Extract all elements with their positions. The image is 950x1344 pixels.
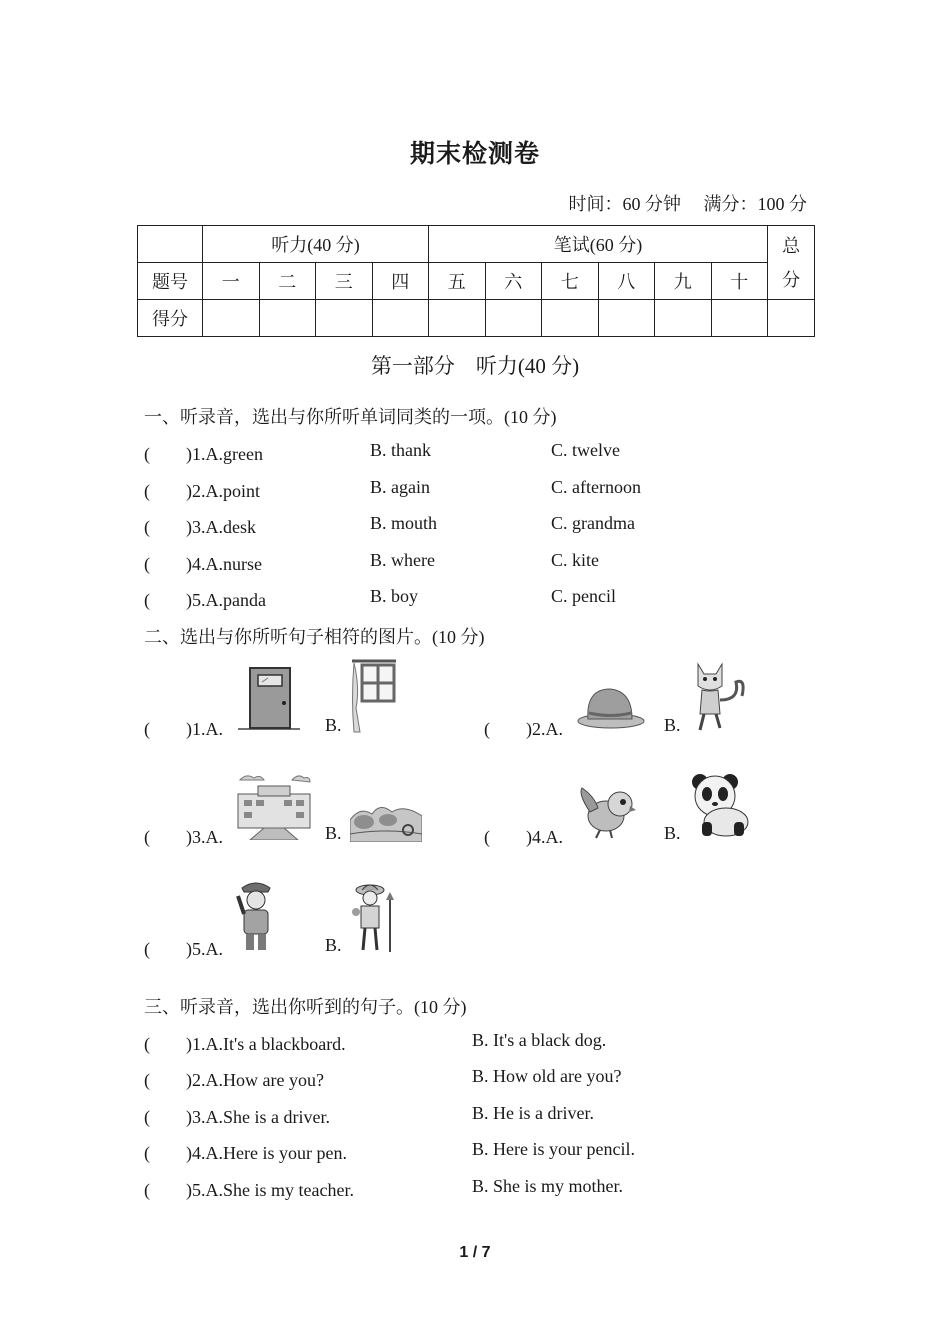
section3-heading: 三、听录音，选出你听到的句子。(10 分) (144, 997, 467, 1017)
listening-header: 听力(40 分) (203, 226, 429, 263)
row-label-number: 题号 (138, 263, 203, 300)
score-cell[interactable] (485, 300, 542, 337)
score-cell[interactable] (711, 300, 768, 337)
question-number: 五 (429, 263, 486, 300)
page-title: 期末检测卷 (409, 141, 540, 168)
question-option-a: ( )1.A.It's a blackboard. (144, 1034, 346, 1054)
park-picture (350, 800, 422, 842)
option-c: C. pencil (551, 586, 616, 606)
question-number: 十 (711, 263, 768, 300)
full-score: 满分：100 分 (703, 194, 807, 214)
score-cell[interactable] (429, 300, 486, 337)
question-option-a: ( )4.A.nurse (144, 554, 262, 574)
exam-meta (551, 190, 808, 216)
part1-title: 第一部分 听力(40 分) (370, 354, 580, 378)
option-b: B. Here is your pencil. (472, 1139, 635, 1159)
option-b: B. where (370, 550, 435, 570)
score-cell-total[interactable] (768, 300, 815, 337)
question-label: ( )4.A. (484, 827, 563, 847)
option-b: B. boy (370, 586, 419, 606)
option-b-label: B. (664, 823, 681, 843)
total-header-2: 分 (782, 269, 801, 290)
question-label: ( )3.A. (144, 827, 223, 847)
option-c: C. grandma (551, 513, 635, 533)
score-table (137, 225, 815, 337)
option-b: B. It's a black dog. (472, 1030, 607, 1050)
question-number: 七 (542, 263, 599, 300)
question-number: 三 (316, 263, 373, 300)
cat-picture (690, 660, 750, 732)
question-option-a: ( )5.A.She is my teacher. (144, 1180, 354, 1200)
question-number: 六 (485, 263, 542, 300)
option-c: C. afternoon (551, 477, 641, 497)
score-cell[interactable] (203, 300, 260, 337)
door-picture (238, 665, 300, 731)
question-option-a: ( )3.A.desk (144, 517, 256, 537)
panda-picture (688, 772, 754, 840)
question-option-a: ( )2.A.point (144, 481, 260, 501)
time-limit: 时间：60 分钟 (568, 194, 681, 214)
option-b: B. How old are you? (472, 1066, 622, 1086)
score-cell[interactable] (372, 300, 429, 337)
option-b-label: B. (325, 935, 342, 955)
question-number: 一 (203, 263, 260, 300)
question-option-a: ( )1.A.green (144, 444, 263, 464)
option-b: B. He is a driver. (472, 1103, 594, 1123)
question-option-a: ( )5.A.panda (144, 590, 266, 610)
hat-picture (576, 685, 646, 731)
question-number: 八 (598, 263, 655, 300)
option-b: B. mouth (370, 513, 438, 533)
total-header (768, 226, 815, 300)
page-number: 1 / 7 (459, 1244, 491, 1261)
farmer-picture (350, 880, 398, 954)
question-option-a: ( )3.A.She is a driver. (144, 1107, 330, 1127)
total-header-1: 总 (782, 235, 801, 256)
question-number: 四 (372, 263, 429, 300)
question-number: 二 (259, 263, 316, 300)
option-b: B. thank (370, 440, 431, 460)
option-c: C. twelve (551, 440, 620, 460)
question-label: ( )2.A. (484, 719, 563, 739)
score-cell[interactable] (316, 300, 373, 337)
writing-header: 笔试(60 分) (429, 226, 768, 263)
bird-picture (576, 782, 636, 840)
row-label-score: 得分 (138, 300, 203, 337)
score-table-corner (138, 226, 203, 263)
question-label: ( )5.A. (144, 939, 223, 959)
section2-heading: 二、选出与你所听句子相符的图片。(10 分) (144, 627, 485, 647)
option-b-label: B. (325, 823, 342, 843)
score-cell[interactable] (259, 300, 316, 337)
score-cell[interactable] (598, 300, 655, 337)
school-picture (236, 770, 312, 840)
score-cell[interactable] (542, 300, 599, 337)
option-b: B. She is my mother. (472, 1176, 624, 1196)
option-b-label: B. (325, 715, 342, 735)
police-officer-picture (236, 878, 276, 952)
window-picture (350, 658, 398, 734)
score-cell[interactable] (655, 300, 712, 337)
question-label: ( )1.A. (144, 719, 223, 739)
option-b-label: B. (664, 715, 681, 735)
option-c: C. kite (551, 550, 599, 570)
question-option-a: ( )4.A.Here is your pen. (144, 1143, 347, 1163)
question-option-a: ( )2.A.How are you? (144, 1070, 324, 1090)
section1-heading: 一、听录音，选出与你所听单词同类的一项。(10 分) (144, 407, 557, 427)
question-number: 九 (655, 263, 712, 300)
option-b: B. again (370, 477, 430, 497)
